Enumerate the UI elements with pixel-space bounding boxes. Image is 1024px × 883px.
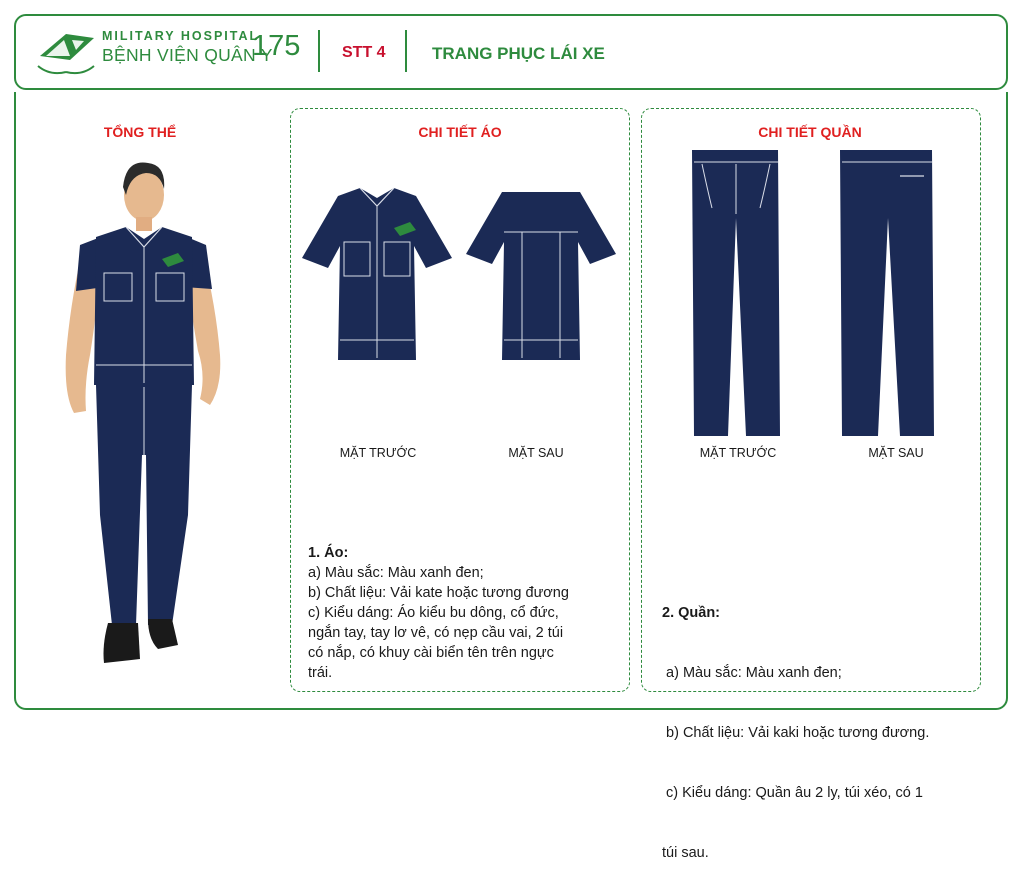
pants-desc-heading: 2. Quần: <box>662 605 721 621</box>
hospital-logo-icon <box>36 26 98 78</box>
overall-title: TỔNG THỂ <box>103 124 177 140</box>
pants-title: CHI TIẾT QUẦN <box>758 124 862 140</box>
page-title: TRANG PHỤC LÁI XE <box>432 44 605 63</box>
shirt-title: CHI TIẾT ÁO <box>418 124 502 140</box>
pants-desc-line: a) Màu sắc: Màu xanh đen; <box>662 665 842 681</box>
pants-back-illustration <box>838 148 938 440</box>
shirt-desc-line: c) Kiểu dáng: Áo kiểu bu dông, cổ đức, <box>308 605 559 621</box>
brand-number: 175 <box>252 30 301 62</box>
stt-label: STT 4 <box>342 44 386 61</box>
shirt-desc-line: ngắn tay, tay lơ vê, có nẹp cầu vai, 2 túi <box>308 625 564 641</box>
header-divider <box>405 30 407 72</box>
driver-figure-illustration <box>60 155 230 675</box>
shirt-front-illustration <box>298 182 456 372</box>
pants-front-label: MẶT TRƯỚC <box>699 446 777 460</box>
shirt-front-label: MẶT TRƯỚC <box>339 446 417 460</box>
shirt-description <box>308 543 608 683</box>
brand-line2: BỆNH VIỆN QUÂN Y <box>102 45 273 65</box>
shirt-desc-line: có nắp, có khuy cài biển tên trên ngực <box>308 645 554 661</box>
shirt-desc-heading: 1. Áo: <box>308 545 349 561</box>
pants-description <box>662 563 972 883</box>
header-divider <box>318 30 320 72</box>
pants-front-illustration <box>690 148 782 440</box>
pants-desc-line: b) Chất liệu: Vải kaki hoặc tương đương. <box>662 725 930 741</box>
shirt-desc-line: a) Màu sắc: Màu xanh đen; <box>308 565 484 581</box>
shirt-back-illustration <box>462 182 620 372</box>
pants-desc-line: túi sau. <box>662 845 709 861</box>
shirt-desc-line: b) Chất liệu: Vải kate hoặc tương đương <box>308 585 569 601</box>
shirt-back-label: MẶT SAU <box>508 446 564 460</box>
pants-back-label: MẶT SAU <box>868 446 924 460</box>
shirt-desc-line: trái. <box>308 665 333 681</box>
brand-line1: MILITARY HOSPITAL <box>102 29 260 43</box>
pants-desc-line: c) Kiểu dáng: Quần âu 2 ly, túi xéo, có 1 <box>662 785 923 801</box>
